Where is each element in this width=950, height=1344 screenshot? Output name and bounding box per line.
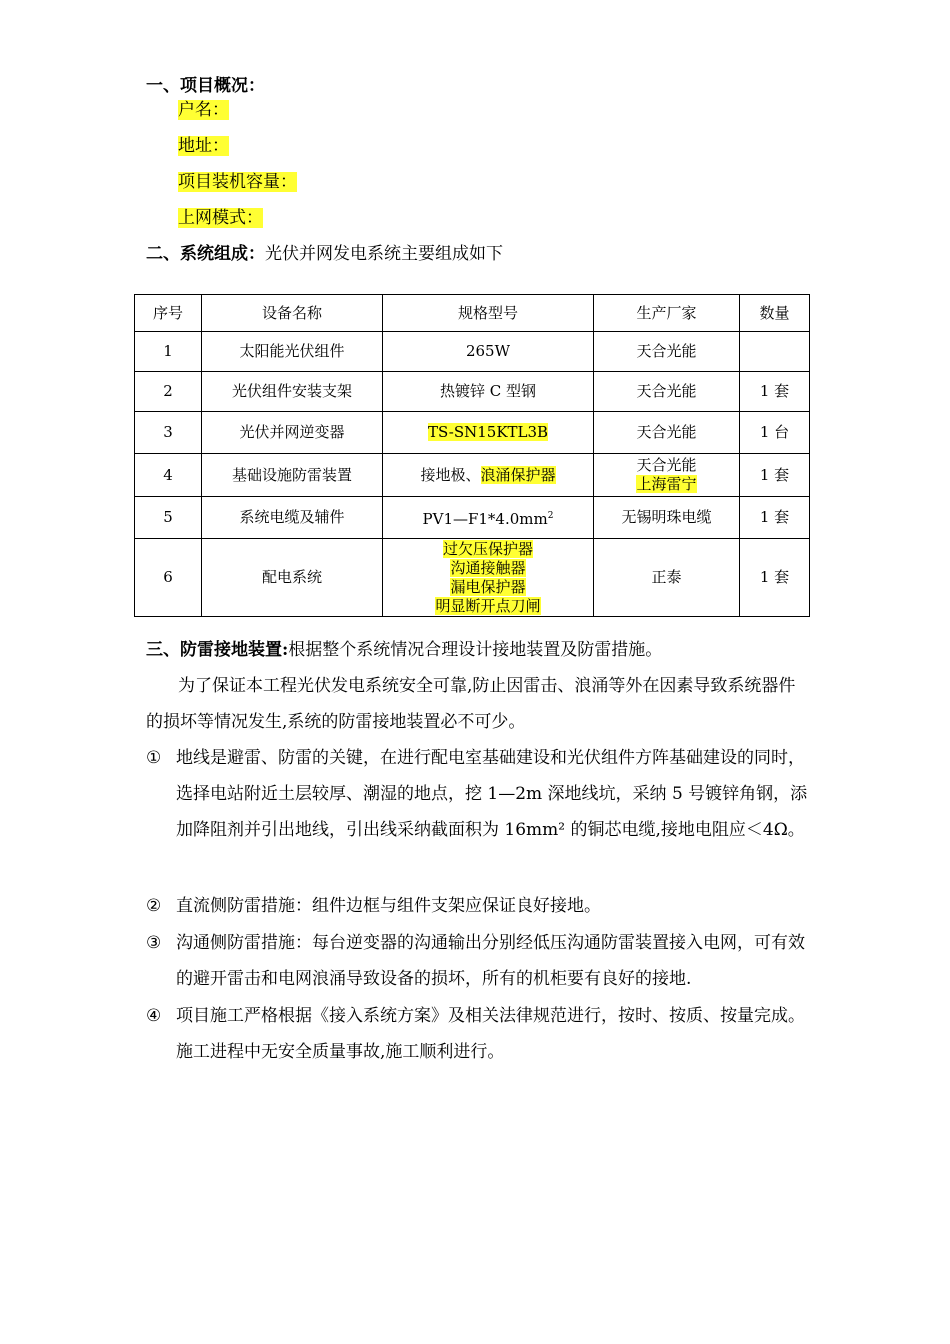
cell-name: 配电系统 <box>202 539 383 617</box>
cell-maker: 无锡明珠电缆 <box>594 497 740 539</box>
table-row <box>135 372 810 412</box>
header-qty: 数量 <box>740 295 810 332</box>
cell-no: 1 <box>135 332 202 372</box>
cell-maker: 天合光能 <box>594 332 740 372</box>
section1-title: 一、项目概况： <box>146 76 265 96</box>
cell-name: 系统电缆及辅件 <box>202 497 383 539</box>
field-address: 地址： <box>178 136 229 156</box>
table-row <box>135 497 810 539</box>
section3-heading <box>146 638 662 662</box>
cell-maker: 天合光能 <box>594 372 740 412</box>
field-grid-mode: 上网模式： <box>178 208 263 228</box>
cell-spec: 热镀锌 C 型钢 <box>383 372 594 412</box>
table-row <box>135 332 810 372</box>
header-name: 设备名称 <box>202 295 383 332</box>
document-page: 一、项目概况： 户名： 地址： 项目装机容量： 上网模式： 二、系统组成：光伏并网发电系统主要组成如下 序号 设备名称 规格型号 生产厂家 数量 1 太阳能光伏组件 265W 天合光能 2 光伏组件安装支架 热镀锌 C 型钢 天合光能 1 套 3 光伏并网逆变器 TS-SN15KTL3B 天合光能 1 台 4 基础设施防雷装置 接地极、浪涌保护器 天合光能 上海雷宁 1 套 5 系统电缆及辅件 $PV1—F1*4.0mm^2$ 无锡明珠电缆 1 套 6 配电系统 过欠压保护器 沟通接触器 漏电保护器 明显断开点刀闸 正泰 1 套 三、防雷接地装置:根据整个系统情况合理设计接地装置及防雷措施。 为了保证本工程光伏发电系统安全可靠,防止因雷击、浪涌等外在因素导致系统器件的损坏等情况发生,系统的防雷接地装置必不可少。 ① 地线是避雷、防雷的关键，在进行配电室基础建设和光伏组件方阵基础建设的同时，选择电站附近土层较厚、潮湿的地点，挖 1—2m 深地线坑，采纳 5 号镀锌角钢，添加降阻剂并引出地线，引出线采纳截面积为 16mm² 的铜芯电缆,接地电阻应＜4Ω。 ② 直流侧防雷措施：组件边框与组件支架应保证良好接地。 ③ 沟通侧防雷措施：每台逆变器的沟通输出分别经低压沟通防雷装置接入电网，可有效的避开雷击和电网浪涌导致设备的损坏，所有的机柜要有良好的接地. ④ 项目施工严格根据《接入系统方案》及相关法律规范进行，按时、按质、按量完成。施工进程中无安全质量事故,施工顺利进行。 <box>0 0 950 1344</box>
cell-name: 基础设施防雷装置 <box>202 454 383 497</box>
cell-qty: 1 套 <box>740 454 810 497</box>
cell-no: 3 <box>135 412 202 454</box>
cell-name: 光伏并网逆变器 <box>202 412 383 454</box>
cell-name: 太阳能光伏组件 <box>202 332 383 372</box>
cell-spec: 过欠压保护器 沟通接触器 漏电保护器 明显断开点刀闸 <box>383 539 594 617</box>
cell-no: 6 <box>135 539 202 617</box>
cell-spec: 265W <box>383 332 594 372</box>
section2-subtitle: 光伏并网发电系统主要组成如下 <box>265 244 503 264</box>
header-no: 序号 <box>135 295 202 332</box>
cell-maker: 天合光能 上海雷宁 <box>594 454 740 497</box>
cell-spec: $PV1—F1*4.0mm^2$ <box>383 497 594 539</box>
header-maker: 生产厂家 <box>594 295 740 332</box>
cell-qty: 1 套 <box>740 497 810 539</box>
equipment-table <box>134 294 810 617</box>
cell-qty: 1 套 <box>740 539 810 617</box>
cell-no: 2 <box>135 372 202 412</box>
cell-spec: 接地极、浪涌保护器 <box>383 454 594 497</box>
cell-no: 5 <box>135 497 202 539</box>
cell-spec: TS-SN15KTL3B <box>383 412 594 454</box>
header-spec: 规格型号 <box>383 295 594 332</box>
cell-qty: 1 套 <box>740 372 810 412</box>
cell-no: 4 <box>135 454 202 497</box>
section3-title: 三、防雷接地装置: <box>146 640 289 660</box>
table-row <box>135 412 810 454</box>
section3-paragraph: 为了保证本工程光伏发电系统安全可靠,防止因雷击、浪涌等外在因素导致系统器件的损坏等情况发生,系统的防雷接地装置必不可少。 <box>146 676 796 732</box>
table-row <box>135 454 810 497</box>
section2-title: 二、系统组成： <box>146 244 265 264</box>
table-row <box>135 539 810 617</box>
field-household-name: 户名： <box>178 100 229 120</box>
cell-qty <box>740 332 810 372</box>
section3-intro: 根据整个系统情况合理设计接地装置及防雷措施。 <box>288 640 663 660</box>
cell-qty: 1 台 <box>740 412 810 454</box>
cell-maker: 正泰 <box>594 539 740 617</box>
cell-name: 光伏组件安装支架 <box>202 372 383 412</box>
table-header-row <box>135 295 810 332</box>
section2-heading <box>146 242 503 266</box>
field-capacity: 项目装机容量： <box>178 172 297 192</box>
cell-maker: 天合光能 <box>594 412 740 454</box>
